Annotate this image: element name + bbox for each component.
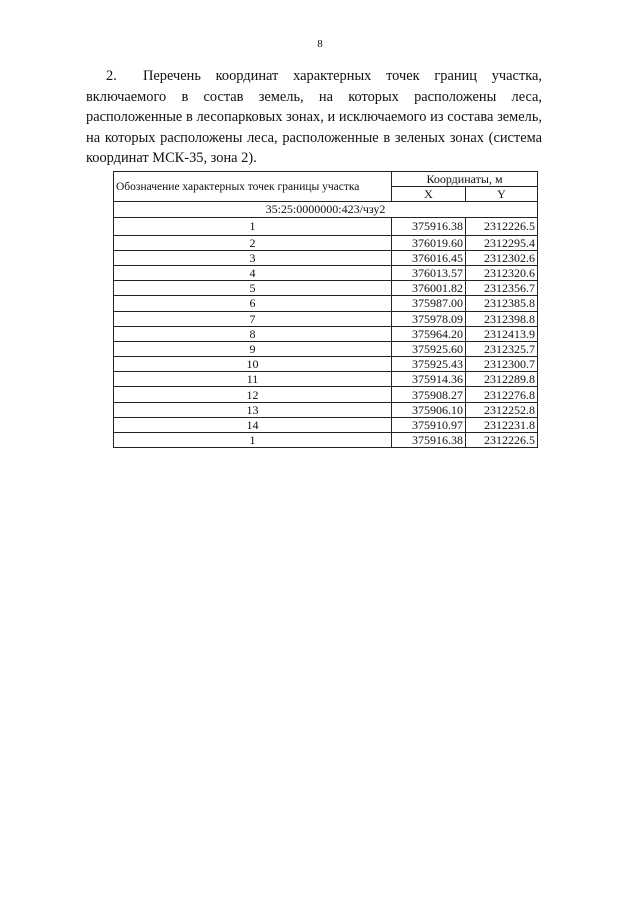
coordinates-table (113, 171, 538, 448)
table-row (114, 433, 538, 448)
coordinate-x: 376019.60 (392, 235, 466, 250)
coordinate-y: 2312302.6 (466, 250, 538, 265)
point-label: 7 (114, 311, 392, 326)
table-row (114, 417, 538, 432)
table-row (114, 387, 538, 402)
coordinate-x: 375964.20 (392, 326, 466, 341)
coordinate-x: 375916.38 (392, 433, 466, 448)
point-label: 14 (114, 417, 392, 432)
point-label: 1 (114, 217, 392, 235)
point-label: 9 (114, 341, 392, 356)
coordinate-x: 375910.97 (392, 417, 466, 432)
coordinate-x: 375906.10 (392, 402, 466, 417)
coordinate-x: 376016.45 (392, 250, 466, 265)
section-paragraph (86, 66, 542, 169)
coordinate-y: 2312231.8 (466, 417, 538, 432)
point-label: 12 (114, 387, 392, 402)
point-label: 5 (114, 281, 392, 296)
coordinate-y: 2312276.8 (466, 387, 538, 402)
table-row (114, 250, 538, 265)
table-row (114, 341, 538, 356)
coordinate-y: 2312295.4 (466, 235, 538, 250)
table-row (114, 296, 538, 311)
table-row (114, 217, 538, 235)
point-label: 1 (114, 433, 392, 448)
coordinate-x: 375908.27 (392, 387, 466, 402)
header-coordinates: Координаты, м (392, 172, 538, 187)
parcel-id: 35:25:0000000:423/чзу2 (114, 202, 538, 217)
table-row (114, 265, 538, 280)
coordinate-x: 375914.36 (392, 372, 466, 387)
coordinate-y: 2312325.7 (466, 341, 538, 356)
table-row (114, 311, 538, 326)
point-label: 4 (114, 265, 392, 280)
point-label: 11 (114, 372, 392, 387)
point-label: 13 (114, 402, 392, 417)
coordinate-y: 2312398.8 (466, 311, 538, 326)
coordinate-x: 375916.38 (392, 217, 466, 235)
point-label: 8 (114, 326, 392, 341)
coordinate-y: 2312320.6 (466, 265, 538, 280)
table-row (114, 281, 538, 296)
coordinate-y: 2312356.7 (466, 281, 538, 296)
table-row (114, 235, 538, 250)
coordinate-x: 375925.43 (392, 357, 466, 372)
coordinate-y: 2312300.7 (466, 357, 538, 372)
point-label: 2 (114, 235, 392, 250)
coordinate-y: 2312226.5 (466, 217, 538, 235)
coordinate-x: 376013.57 (392, 265, 466, 280)
header-point-designation: Обозначение характерных точек границы участка (114, 172, 392, 202)
coordinate-y: 2312252.8 (466, 402, 538, 417)
coordinate-x: 375925.60 (392, 341, 466, 356)
page-number: 8 (317, 38, 323, 50)
coordinate-y: 2312413.9 (466, 326, 538, 341)
coordinate-y: 2312226.5 (466, 433, 538, 448)
coordinate-y: 2312289.8 (466, 372, 538, 387)
table-row (114, 372, 538, 387)
coordinate-y: 2312385.8 (466, 296, 538, 311)
coordinate-x: 376001.82 (392, 281, 466, 296)
point-label: 10 (114, 357, 392, 372)
coordinate-x: 375987.00 (392, 296, 466, 311)
table-row (114, 326, 538, 341)
header-y: Y (466, 187, 538, 202)
coordinate-x: 375978.09 (392, 311, 466, 326)
point-label: 3 (114, 250, 392, 265)
table-row (114, 357, 538, 372)
section-text: Перечень координат характерных точек границ участка, включаемого в состав земель, на которых расположены леса, расположенные в лесопарковых зонах, и исключаемого из состава земель, на которых расположены леса, расположенные в зеленых зонах (система координат МСК-35, зона 2). (86, 68, 542, 166)
section-number: 2. (106, 68, 117, 84)
table-row (114, 402, 538, 417)
header-x: X (392, 187, 466, 202)
point-label: 6 (114, 296, 392, 311)
